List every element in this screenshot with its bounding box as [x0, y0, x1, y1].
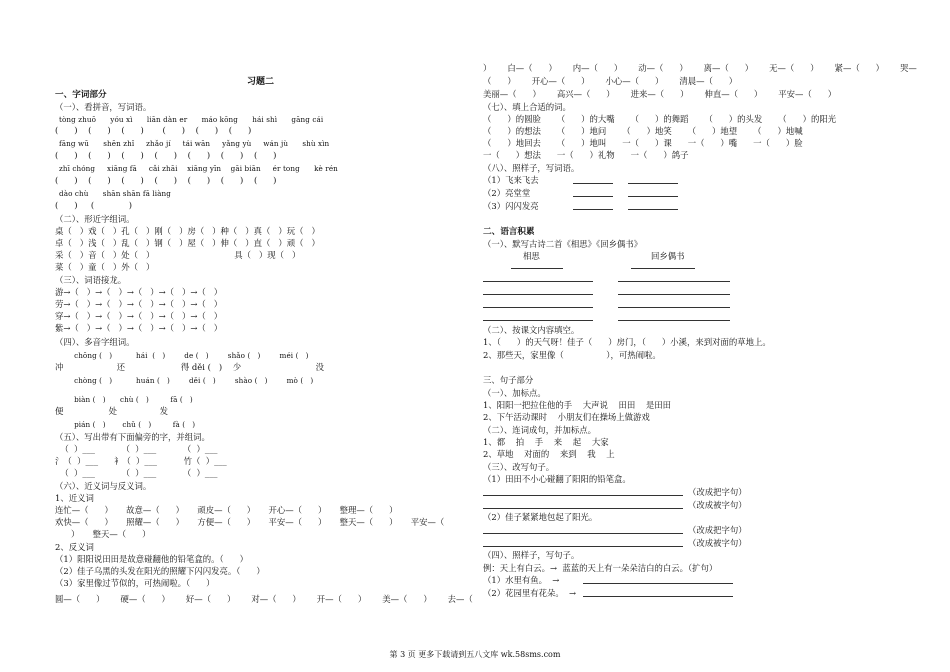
page-footer: 第 3 页 更多下载请到五八文库 wk.58sms.com — [389, 650, 561, 659]
rewrite-instruction: （改成把字句） — [688, 525, 747, 535]
radical-row: （ ）___ （ ）___ （ ）___ — [55, 468, 218, 478]
answer-line[interactable] — [618, 320, 730, 321]
polyphone-row: 冲 还 得 děi ( ) 少 没 — [55, 362, 325, 372]
example-word: （2）亮堂堂 — [483, 188, 531, 198]
answer-line[interactable] — [483, 320, 593, 321]
worksheet-title: 习题二 — [247, 77, 275, 87]
answer-line[interactable] — [618, 294, 730, 295]
synonym-row: ） 整天—（ ） — [55, 529, 151, 539]
answer-line[interactable] — [511, 268, 563, 269]
punctuation-sentence: 1、阳阳一把拉住他的手 大声说 田田 是田田 — [483, 400, 672, 410]
answer-line[interactable] — [573, 196, 613, 197]
question-heading: （一）、默写古诗二首《相思》《回乡偶书》 — [483, 239, 643, 249]
radical-row: （ ）___ （ ）___ （ ）___ — [55, 444, 218, 454]
question-heading: （八）、照样子，写词语。 — [483, 163, 580, 173]
fill-word-row: （ ）的圆脸 （ ）的大嘴 （ ）的舞蹈 （ ）的头发 （ ）的阳光 — [483, 114, 837, 124]
answer-brackets: ( ) ( ) ( ) ( ) ( ) ( ) — [55, 125, 252, 135]
pinyin-row: zhī chóng xiāng fā cǎi zhāi xiāng yīn gāi biān ér tong kè rén — [59, 164, 338, 173]
word-order-row: 1、都 拍 手 来 起 大家 — [483, 437, 609, 447]
word-chain-row: 劳→（ ）→（ ）→（ ）→（ ）→（ ） — [55, 299, 223, 309]
poem-title: 回乡偶书 — [651, 251, 685, 261]
answer-line[interactable] — [583, 596, 733, 597]
fill-sentence: 1、（ ）的天气呀！佳子（ ）房门，（ ）小溪，来到对面的草地上。 — [483, 337, 771, 347]
polyphone-row: chōng ( ) hái ( ) de ( ) shǎo ( ) méi ( ) — [55, 351, 309, 360]
similar-char-row: 卓（ ）浅（ ）乱（ ）钢（ ）屋（ ）伸（ ）直（ ）顽（ ） — [55, 238, 320, 248]
fill-word-row: 一（ ）想法 一（ ）礼物 一（ ）鸽子 — [483, 150, 689, 160]
antonym-row: 美丽—（ ） 高兴—（ ） 进来—（ ） 伸直—（ ） 平安—（ ） — [483, 89, 837, 99]
punctuation-sentence: 2、下午活动课时 小朋友们在操场上做游戏 — [483, 412, 650, 422]
antonym-sentence: （1）阳阳说田田是故意碰翻他的铅笔盒的。（ ） — [55, 554, 248, 564]
polyphone-row: pián ( ) chǔ ( ) fà ( ) — [55, 420, 196, 429]
example-word: （1）飞来飞去 — [483, 175, 539, 185]
polyphone-row: chòng ( ) huán ( ) děi ( ) shào ( ) mò ( ) — [55, 376, 314, 385]
answer-line[interactable] — [628, 183, 678, 184]
fill-sentence: 2、那些天，家里像（ ），可热闹啦。 — [483, 350, 661, 360]
fill-word-row: （ ）的想法 （ ）地问 （ ）地笑 （ ）地望 （ ）地喊 — [483, 126, 803, 136]
radical-row: 氵（ ）___ 衤（ ）___ 竹（ ）___ — [55, 456, 227, 466]
rewrite-instruction: （改成被字句） — [688, 500, 747, 510]
pinyin-row: dào chù shān shān fā liàng — [59, 189, 171, 198]
example-word: （3）闪闪发亮 — [483, 201, 539, 211]
antonym-row: 圆—（ ） 硬—（ ） 好—（ ） 对—（ ） 开—（ ） 美—（ ） 去—（ — [55, 594, 473, 604]
word-order-row: 2、草地 对面的 来到 我 上 — [483, 449, 615, 459]
question-heading: （三）、改写句子。 — [483, 462, 555, 472]
antonym-row: ） 白—（ ） 内—（ ） 动—（ ） 离—（ ） 无—（ ） 紧—（ ） 哭— — [483, 63, 917, 73]
answer-line[interactable] — [618, 307, 730, 308]
answer-brackets: ( ) ( ) ( ) ( ) ( ) ( ) ( ) — [55, 175, 277, 185]
example-sentence: 例：天上有白云。→ 蓝蓝的天上有一朵朵洁白的白云。（扩句） — [483, 563, 718, 573]
question-heading: （二）、按课文内容填空。 — [483, 325, 580, 335]
question-heading: （五）、写出带有下面偏旁的字，并组词。 — [55, 432, 210, 442]
answer-line[interactable] — [483, 281, 593, 282]
pinyin-row: fāng wū shēn zhǐ zhǎo jí tái wān yǎng yù wán jù shù xìn — [59, 139, 330, 148]
poem-title: 相思 — [523, 251, 540, 261]
similar-char-row: 桌（ ）戏（ ）孔（ ）刚（ ）房（ ）种（ ）真（ ）玩（ ） — [55, 226, 320, 236]
section-heading: 三、句子部分 — [483, 375, 534, 385]
subheading: 2、反义词 — [55, 542, 94, 552]
answer-brackets: ( ) ( ) ( ) ( ) ( ) ( ) ( ) — [55, 150, 277, 160]
answer-line[interactable] — [573, 209, 613, 210]
answer-brackets: ( ) ( ) — [55, 200, 132, 210]
answer-line[interactable] — [483, 508, 683, 509]
answer-line[interactable] — [483, 495, 683, 496]
polyphone-row: biàn ( ) chù ( ) fā ( ) — [55, 395, 193, 404]
rewrite-sentence: （1）田田不小心碰翻了阳阳的铅笔盒。 — [483, 474, 631, 484]
question-heading: （二）、形近字组词。 — [55, 214, 135, 224]
question-heading: （四）、多音字组词。 — [55, 337, 135, 347]
word-chain-row: 穿→（ ）→（ ）→（ ）→（ ）→（ ） — [55, 311, 223, 321]
answer-line[interactable] — [483, 546, 683, 547]
subheading: 1、近义词 — [55, 493, 94, 503]
answer-line[interactable] — [628, 196, 678, 197]
question-heading: （二）、连词成句，并加标点。 — [483, 425, 597, 435]
answer-line[interactable] — [483, 294, 593, 295]
section-heading: 一、字词部分 — [55, 90, 107, 100]
answer-line[interactable] — [573, 183, 613, 184]
answer-line[interactable] — [483, 533, 683, 534]
word-chain-row: 紫→（ ）→（ ）→（ ）→（ ）→（ ） — [55, 323, 223, 333]
answer-line[interactable] — [483, 307, 593, 308]
similar-char-row: 菜（ ）童（ ）外（ ） — [55, 262, 155, 272]
polyphone-row: 便 处 发 — [55, 406, 168, 416]
similar-char-row: 采（ ）音（ ）处（ ） 具（ ）现（ ） — [55, 250, 301, 260]
answer-line[interactable] — [618, 281, 730, 282]
word-chain-row: 游→（ ）→（ ）→（ ）→（ ）→（ ） — [55, 287, 223, 297]
pinyin-row: tòng zhuō yóu xì liān dàn er máo kōng hái shì gāng cái — [59, 115, 324, 124]
answer-line[interactable] — [583, 583, 733, 584]
answer-line[interactable] — [631, 268, 695, 269]
question-heading: （六）、近义词与反义词。 — [55, 481, 152, 491]
rewrite-instruction: （改成把字句） — [688, 487, 747, 497]
antonym-sentence: （2）佳子乌黑的头发在阳光的照耀下闪闪发亮。（ ） — [55, 566, 265, 576]
synonym-row: 连忙—（ ） 故意—（ ） 顽皮—（ ） 开心—（ ） 整理—（ ） — [55, 505, 398, 515]
rewrite-instruction: （改成被字句） — [688, 538, 747, 548]
antonym-row: （ ） 开心—（ ） 小心—（ ） 清晨—（ ） — [483, 76, 738, 86]
question-heading: （一）、加标点。 — [483, 388, 546, 398]
expand-sentence: （1）水里有鱼。 → — [483, 575, 560, 585]
expand-sentence: （2）花园里有花朵。 → — [483, 588, 577, 598]
question-heading: （七）、填上合适的词。 — [483, 102, 571, 112]
answer-line[interactable] — [628, 209, 678, 210]
rewrite-sentence: （2）佳子紧紧地包起了阳光。 — [483, 512, 598, 522]
synonym-row: 欢快—（ ） 照耀—（ ） 方便—（ ） 平安—（ ） 整天—（ ） 平安—（ — [55, 517, 445, 527]
question-heading: （四）、照样子，写句子。 — [483, 550, 580, 560]
question-heading: （三）、词语接龙。 — [55, 275, 127, 285]
question-heading: （一）、看拼音，写词语。 — [55, 102, 152, 112]
fill-word-row: （ ）地回去 （ ）地叫 一（ ）课 一（ ）嘴 一（ ）脸 — [483, 138, 803, 148]
antonym-sentence: （3）家里像过节似的，可热闹啦。（ ） — [55, 578, 215, 588]
section-heading: 二、语言积累 — [483, 227, 535, 237]
